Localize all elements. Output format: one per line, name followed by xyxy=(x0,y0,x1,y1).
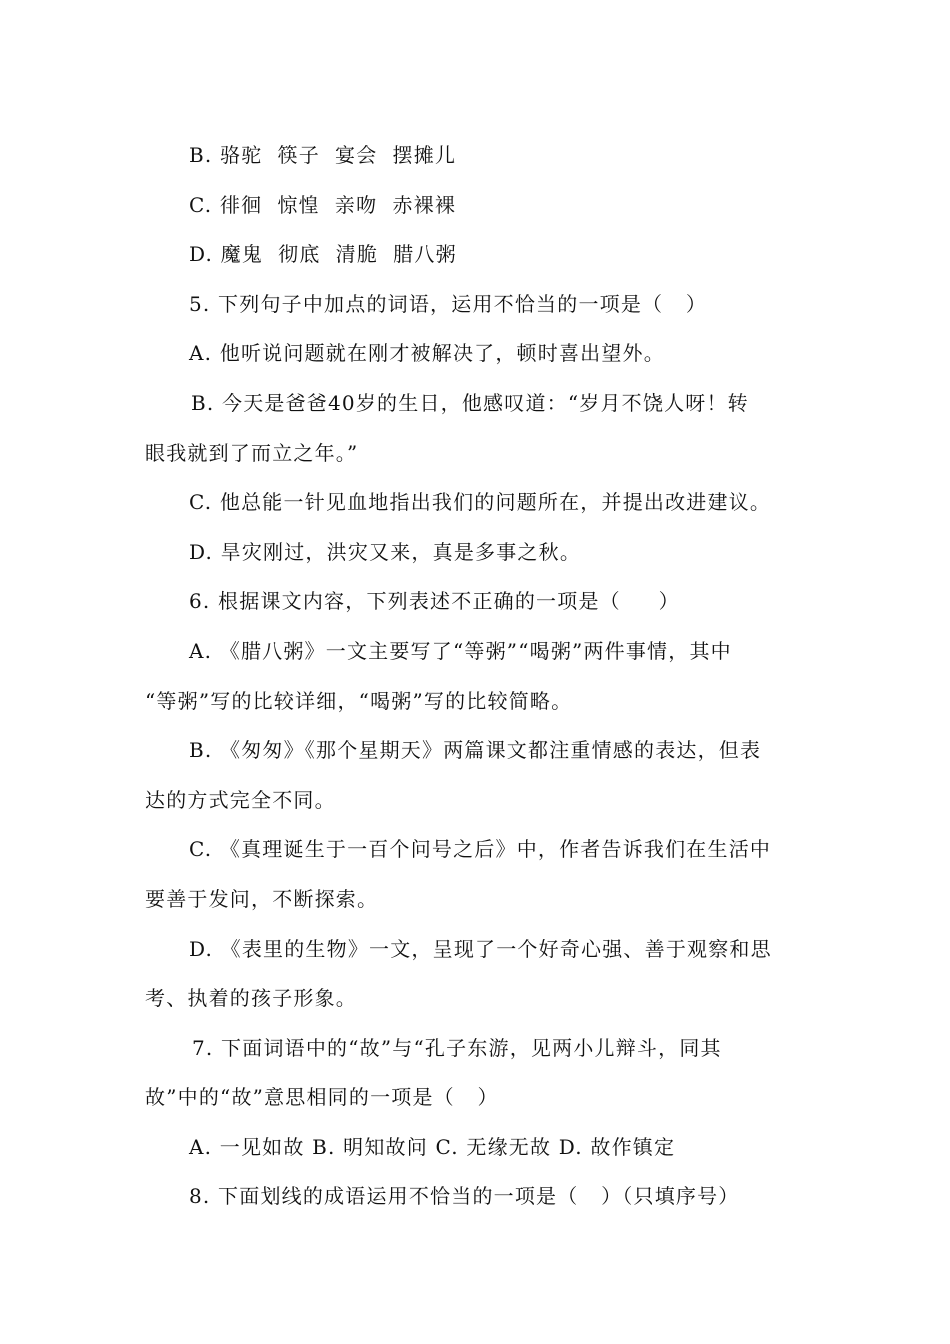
q7-stem-line1: 7. 下面词语中的“故”与“孔子东游，见两小儿辩斗，同其 xyxy=(192,1035,722,1060)
q5-option-b-line1: B. 今天是爸爸40岁的生日，他感叹道：“岁月不饶人呀！转 xyxy=(191,390,749,415)
q6-option-d-line1: D. 《表里的生物》一文，呈现了一个好奇心强、善于观察和思 xyxy=(189,936,772,961)
q5-option-b-line2: 眼我就到了而立之年。” xyxy=(145,440,359,465)
question-text-block xyxy=(145,131,810,1222)
q4-option-d: D. 魔鬼 彻底 清脆 腊八粥 xyxy=(189,242,457,267)
q7-stem-line2: 故”中的“故”意思相同的一项是（ ） xyxy=(145,1085,499,1110)
q5-stem: 5. 下列句子中加点的词语，运用不恰当的一项是（ ） xyxy=(189,291,708,316)
q8-stem: 8. 下面划线的成语运用不恰当的一项是（ ）（只填序号） xyxy=(189,1184,740,1209)
q6-option-b-line2: 达的方式完全不同。 xyxy=(145,787,336,812)
q6-option-b-line1: B. 《匆匆》《那个星期天》两篇课文都注重情感的表达，但表 xyxy=(189,738,762,763)
q4-option-c: C. 徘徊 惊惶 亲吻 赤裸裸 xyxy=(189,192,457,217)
q5-option-a: A. 他听说问题就在刚才被解决了，顿时喜出望外。 xyxy=(189,341,665,366)
q4-option-b: B. 骆驼 筷子 宴会 摆摊儿 xyxy=(189,143,457,167)
q5-option-c: C. 他总能一针见血地指出我们的问题所在，并提出改进建议。 xyxy=(189,490,772,515)
q6-option-a-line2: “等粥”写的比较详细，“喝粥”写的比较简略。 xyxy=(145,688,573,713)
q7-options: A. 一见如故 B. 明知故问 C. 无缘无故 D. 故作镇定 xyxy=(189,1134,676,1159)
q6-option-a-line1: A. 《腊八粥》一文主要写了“等粥”“喝粥”两件事情，其中 xyxy=(189,638,732,663)
q6-stem: 6. 根据课文内容，下列表述不正确的一项是（ ） xyxy=(189,589,680,614)
q6-option-c-line2: 要善于发问，不断探索。 xyxy=(145,886,379,911)
q6-option-d-line2: 考、执着的孩子形象。 xyxy=(145,986,357,1011)
q5-option-d: D. 旱灾刚过，洪灾又来，真是多事之秋。 xyxy=(189,539,582,564)
q6-option-c-line1: C. 《真理诞生于一百个问号之后》中，作者告诉我们在生活中 xyxy=(189,837,772,862)
